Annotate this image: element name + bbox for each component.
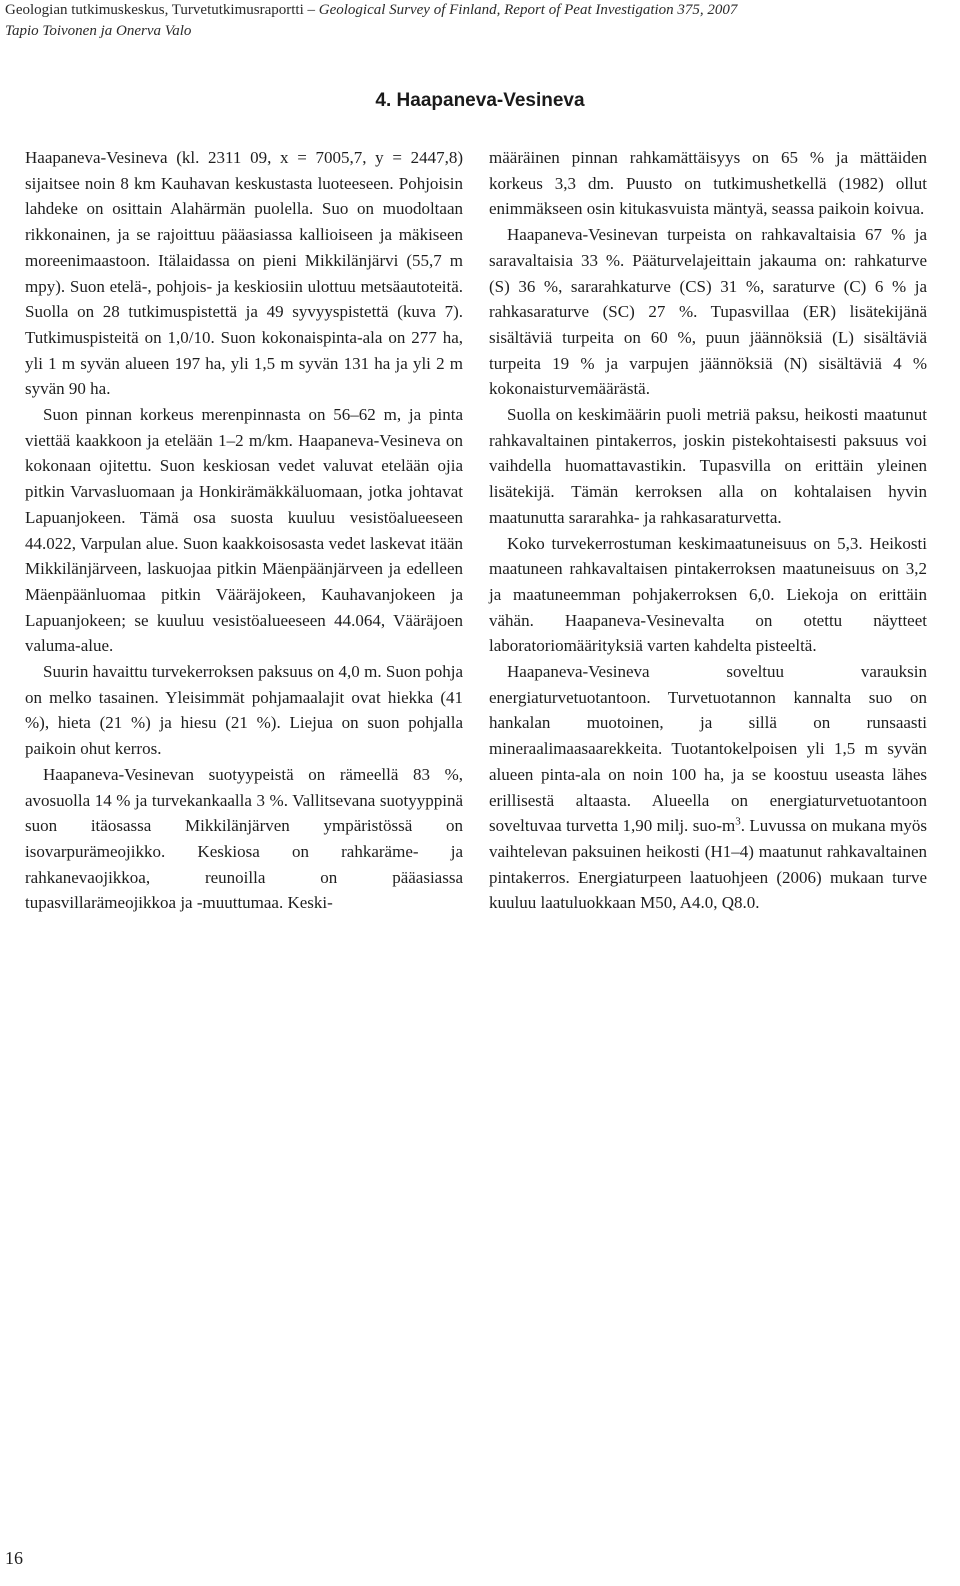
section-title: 4. Haapaneva-Vesineva bbox=[375, 90, 585, 111]
header-publisher: Geologian tutkimuskeskus, Turvetutkimusraportti – bbox=[5, 2, 319, 18]
paragraph-location: Haapaneva-Vesineva (kl. 2311 09, x = 7005,7, y = 2447,8) sijaitsee noin 8 km Kauhavan keskustasta luoteeseen. Pohjoisin lahdeke on osittain Alahärmän puolella. Suo on muodoltaan rikkonainen, ja se rajoittuu pääasiassa kallioiseen ja mäkiseen moreenimaastoon. Itälaidassa on pieni Mikkilänjärvi (55,7 m mpy). Suon etelä-, pohjois- ja keskiosiin ulottuu metsäautoteitä. Suolla on 28 tutkimuspistettä ja 49 syvyyspistettä (kuva 7). Tutkimuspisteitä on 1,0/10. Suon kokonaispinta-ala on 277 ha, yli 1 m syvän alueen 197 ha, yli 1,5 m syvän 131 ha ja yli 2 m syvän 90 ha. bbox=[25, 148, 463, 399]
header-series-english: Geological Survey of Finland, Report of Peat Investigation 375, 2007 bbox=[318, 2, 738, 18]
paragraph-peat-types: Haapaneva-Vesinevan turpeista on rahkavaltaisia 67 % ja saravaltaisia 33 %. Pääturvelajeittain jakauma on: rahkaturve (S) 36 %, sararahkaturve (CS) 31 %, saraturve (C) 6 % ja rahkasaraturve (SC) 27 %. Tupasvillaa (ER) lisätekijänä sisältäviä turpeita on 60 %, puun jäännöksiä (L) sisältäviä turpeita 19 % ja varpujen jäännöksiä (N) sisältäviä 4 % kokonaisturvemäärästä. bbox=[489, 225, 927, 399]
header-line-1 bbox=[5, 0, 737, 21]
suitability-text-start: Haapaneva-Vesineva soveltuu varauksin energiaturvetuotantoon. Turvetuotannon kannalta suo on hankalan muotoinen, ja sillä on runsaasti mineraalimaasaarekkeita. Tuotantokelpoisen yli 1,5 m syvän alueen pinta-ala on noin 100 ha, ja se koostuu useasta lähes erillisestä altaasta. Alueella on energiaturvetuotantoon soveltuvaa turvetta 1,90 milj. suo-m bbox=[489, 662, 927, 836]
paragraph-continuation: määräinen pinnan rahkamättäisyys on 65 % ja mättäiden korkeus 3,3 dm. Puusto on tutkimushetkellä (1982) ollut enimmäkseen osin kitukasvuista mäntyä, seassa paikoin koivua. bbox=[489, 148, 927, 219]
paragraph-humification: Koko turvekerrostuman keskimaatuneisuus on 5,3. Heikosti maatuneen rahkavaltaisen pintakerroksen maatuneisuus on 3,2 ja maatuneemman pohjakerroksen 6,0. Liekoja on erittäin vähän. Haapaneva-Vesinevalta on otettu näytteet laboratoriomäärityksiä varten kahdelta pisteeltä. bbox=[489, 533, 927, 656]
paragraph-mire-types: Haapaneva-Vesinevan suotyypeistä on rämeellä 83 %, avosuolla 14 % ja turvekankaalla 3 %. Vallitsevana suotyyppinä suon itäosassa Mikkilänjärven ympäristössä on isovarpurämeojikko. Keskiosa on rahkaräme- ja rahkanevaojikkoa, reunoilla on pääasiassa tupasvillarämeojikkoa ja -muuttumaa. Keski- bbox=[25, 764, 463, 913]
paragraph-surface: Suon pinnan korkeus merenpinnasta on 56–62 m, ja pinta viettää kaakkoon ja etelään 1–2 m/km. Haapaneva-Vesineva on kokonaan ojitettu. Suon keskiosan vedet valuvat etelään ojia pitkin Varvasluomaan ja Honkirämäkkäluomaan, jotka johtavat Lapuanjokeen. Tämä osa suosta kuuluu vesistöalueeseen 44.022, Varpulan alue. Suon kaakkoisosasta vedet laskevat itään Mikkilänjärveen, laskuojaa pitkin Mäenpäänjärveen ja edelleen Mäenpäänluomaa pitkin Vääräjokeen, Kauhavanjokeen ja Lapuanjokeen; se kuuluu vesistöalueeseen 44.064, Vääräjoen valuma-alue. bbox=[25, 405, 463, 656]
running-header bbox=[5, 0, 737, 42]
superscript-three: 3 bbox=[735, 815, 741, 828]
paragraph-suitability bbox=[489, 659, 927, 916]
header-authors: Tapio Toivonen ja Onerva Valo bbox=[5, 23, 192, 39]
paragraph-layers: Suolla on keskimäärin puoli metriä paksu, heikosti maatunut rahkavaltainen pintakerros, joskin pistekohtaisesti paksuus voi vaihdella huomattavastikin. Tupasvilla on erittäin yleinen lisätekijä. Tämän kerroksen alla on kohtalaisen hyvin maatunutta sararahka- ja rahkasaraturvetta. bbox=[489, 405, 927, 527]
suitability-text-end: . Luvussa on mukana myös vaihtelevan paksuinen heikosti (H1–4) maatunut rahkavaltainen pintakerros. Energiaturpeen laatuohjeen (2006) mukaan turve kuuluu laatuluokkaan M50, A4.0, Q8.0. bbox=[489, 816, 927, 913]
page-number: 16 bbox=[5, 1548, 23, 1568]
right-column bbox=[489, 145, 927, 916]
paragraph-depth: Suurin havaittu turvekerroksen paksuus on 4,0 m. Suon pohja on melko tasainen. Yleisimmät pohjamaalajit ovat hiekka (41 %), hieta (21 %) ja hiesu (21 %). Liejua on suon pohjalla paikoin ohut kerros. bbox=[25, 662, 463, 759]
left-column bbox=[25, 145, 463, 916]
